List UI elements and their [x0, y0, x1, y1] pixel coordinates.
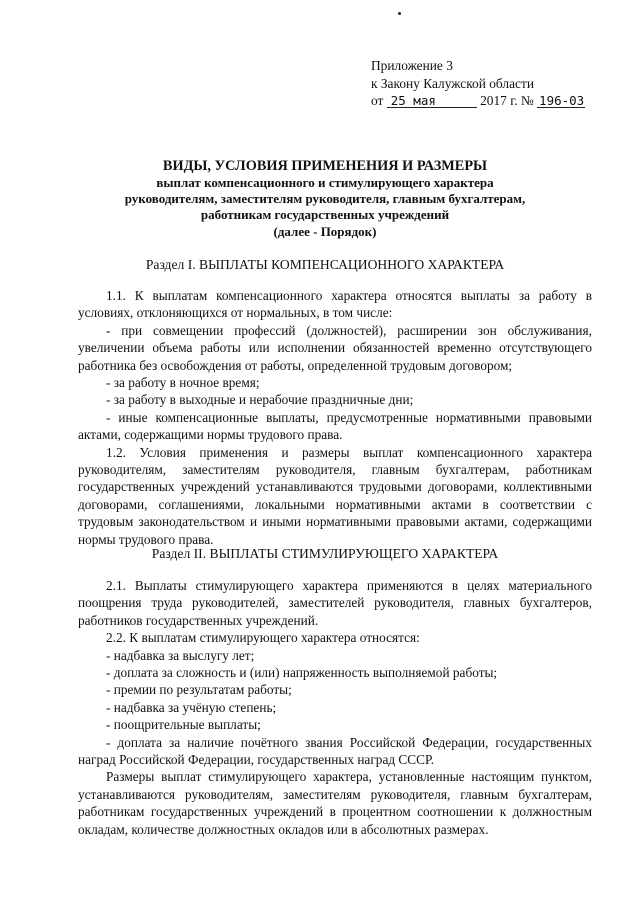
title-line-5: (далее - Порядок) — [273, 223, 377, 239]
title-line-4: работникам государственных учреждений — [200, 207, 450, 223]
appendix-date-line — [371, 92, 585, 110]
document-title — [90, 157, 560, 240]
date-year: 2017 г. № — [480, 93, 534, 108]
section-1-list-item: - за работу в выходные и нерабочие праздничные дни; — [106, 392, 414, 408]
section-1-paragraph: 1.2. Условия применения и размеры выплат компенсационного характера руководителям, заместителям руководителя, главным бухгалтерам, работникам государственных учреждений устанавливаются трудовыми договорами, коллективными договорами, соглашениями, локальными нормативными актами в соответствии с трудовым законодательством и иными нормативными правовыми актами, содержащими нормы трудового права. — [78, 444, 592, 547]
section-1-paragraph: 1.1. К выплатам компенсационного характера относятся выплаты за работу в условиях, отклоняющихся от нормальных, в том числе: — [78, 288, 592, 321]
handwritten-law-number: 196-03 — [539, 93, 585, 108]
section-2-list-item: - надбавка за выслугу лет; — [106, 647, 255, 663]
date-prefix: от — [371, 93, 384, 108]
appendix-law-reference: к Закону Калужской области — [371, 75, 535, 91]
section-2-list-item: - надбавка за учёную степень; — [106, 699, 277, 715]
section-1-body — [78, 287, 592, 548]
section-2-list-item: - доплата за наличие почётного звания Российской Федерации, государственных наград Российской Федерации, государственных наград СССР. — [78, 734, 592, 768]
section-2-list-item: - премии по результатам работы; — [106, 682, 292, 698]
scan-speck — [398, 12, 401, 15]
section-2-heading: Раздел II. ВЫПЛАТЫ СТИМУЛИРУЮЩЕГО ХАРАКТЕРА — [151, 546, 499, 561]
section-2-body — [78, 577, 592, 838]
section-2-list-item: - доплата за сложность и (или) напряженность выполняемой работы; — [106, 665, 498, 681]
handwritten-date: 25 мая — [387, 94, 477, 108]
section-2-paragraph: 2.1. Выплаты стимулирующего характера применяются в целях материального поощрения труда руководителей, заместителей руководителя, главных бухгалтеров, работников государственных учреждений. — [78, 578, 592, 628]
section-1-list-item: - при совмещении профессий (должностей), расширении зон обслуживания, увеличении объема работы или исполнении обязанностей временно отсутствующего работника без освобождения от работы, определенной трудовым договором; — [78, 322, 592, 373]
title-line-2: выплат компенсационного и стимулирующего характера — [156, 175, 494, 190]
section-1-heading: Раздел I. ВЫПЛАТЫ КОМПЕНСАЦИОННОГО ХАРАКТЕРА — [145, 257, 505, 272]
section-2-paragraph: Размеры выплат стимулирующего характера, установленные настоящим пунктом, устанавливаются руководителям, заместителям руководителя, главным бухгалтерам, работникам государственных учреждений в процентном соотношении к должностным окладам, количестве должностных окладов или в абсолютных размерах. — [78, 769, 592, 837]
section-1-list-item: - иные компенсационные выплаты, предусмотренные нормативными правовыми актами, содержащими нормы трудового права. — [78, 409, 592, 443]
appendix-number: Приложение 3 — [371, 58, 453, 73]
section-2-paragraph: 2.2. К выплатам стимулирующего характера относятся: — [106, 630, 420, 646]
appendix-header — [371, 57, 585, 110]
title-line-3: руководителям, заместителям руководителя, главным бухгалтерам, — [124, 191, 526, 207]
title-line-1: ВИДЫ, УСЛОВИЯ ПРИМЕНЕНИЯ И РАЗМЕРЫ — [162, 158, 488, 174]
section-2-list-item: - поощрительные выплаты; — [106, 717, 261, 733]
section-1-list-item: - за работу в ночное время; — [106, 375, 260, 391]
